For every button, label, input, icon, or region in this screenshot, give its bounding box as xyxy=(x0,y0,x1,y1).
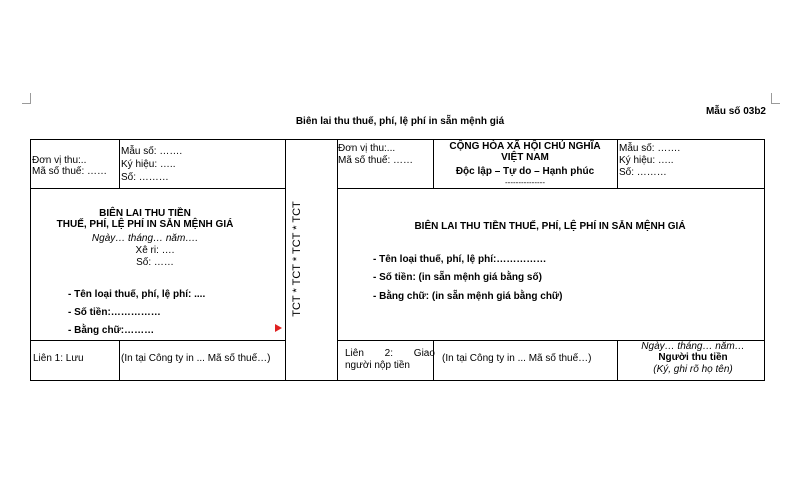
main-copy-label-line2: người nộp tiền xyxy=(345,360,410,371)
divider-stub-right xyxy=(285,140,286,380)
national-motto: Độc lập – Tự do – Hạnh phúc xyxy=(455,166,595,177)
main-amount: - Số tiền: (in sẵn mệnh giá bằng số) xyxy=(373,272,542,283)
collector-label: Người thu tiền xyxy=(658,352,728,363)
divider-perforation-right xyxy=(337,140,338,380)
sign-date: Ngày… tháng… năm… xyxy=(641,341,745,352)
stub-receipt-title-line1: BIÊN LAI THU TIỀN xyxy=(99,208,191,219)
perforation-text: TCT * TCT * TCT * TCT xyxy=(291,201,303,317)
main-printed-by: (In tại Công ty in ... Mã số thuế…) xyxy=(442,353,592,364)
main-tax-code: Mã số thuế: …… xyxy=(338,155,414,166)
stub-header-rule xyxy=(31,188,285,189)
main-form-no: Mẫu số: ……. xyxy=(619,143,681,154)
stub-fee-type: - Tên loại thuế, phí, lệ phí: .... xyxy=(68,289,206,300)
stub-printed-by: (In tại Công ty in ... Mã số thuế…) xyxy=(121,353,271,364)
divider-stub-footer xyxy=(119,340,120,380)
stub-symbol: Ký hiệu: ….. xyxy=(121,159,176,170)
stub-copy-label: Liên 1: Lưu xyxy=(33,353,84,364)
document-title: Biên lai thu thuế, phí, lệ phí in sẵn mệnh giá xyxy=(295,116,505,127)
stub-footer-rule xyxy=(31,340,285,341)
stub-number: Số: ……… xyxy=(121,172,169,183)
divider-main-header-right xyxy=(617,140,618,188)
stub-serial: Số: …… xyxy=(136,257,174,268)
divider-stub-header xyxy=(119,140,120,188)
main-header-rule xyxy=(337,188,765,189)
stub-receipt-title-line2: THUẾ, PHÍ, LỆ PHÍ IN SẴN MỆNH GIÁ xyxy=(56,219,234,230)
stub-unit: Đơn vị thu:.. xyxy=(32,155,87,166)
main-copy-label-line1 xyxy=(345,348,435,359)
form-number: Mẫu số 03b2 xyxy=(705,106,766,117)
signature-note: (Ký, ghi rõ họ tên) xyxy=(653,364,733,375)
country-name-line1: CỘNG HÒA XÃ HỘI CHỦ NGHĨA xyxy=(449,141,601,152)
stub-amount: - Số tiền:…………… xyxy=(68,307,161,318)
main-copy-label-part1: Liên 2: Giao xyxy=(345,348,435,359)
stub-date: Ngày… tháng… năm…. xyxy=(91,233,199,244)
main-in-words: - Bằng chữ: (in sẵn mệnh giá bằng chữ) xyxy=(373,291,563,302)
stub-series: Xê ri: …. xyxy=(135,245,175,256)
page-corner-mark-left xyxy=(22,93,31,104)
main-receipt-title: BIÊN LAI THU TIỀN THUẾ, PHÍ, LỆ PHÍ IN SẴN MỆNH GIÁ xyxy=(414,221,686,232)
stub-in-words: - Bằng chữ:……… xyxy=(68,325,155,336)
country-name-line2: VIỆT NAM xyxy=(501,152,549,163)
main-fee-type: - Tên loại thuế, phí, lệ phí:…………… xyxy=(373,254,547,265)
stub-tax-code: Mã số thuế: …… xyxy=(32,166,108,177)
main-number: Số: ……… xyxy=(619,167,667,178)
page-corner-mark-right xyxy=(771,93,780,104)
stub-form-no: Mẫu số: ……. xyxy=(121,146,183,157)
motto-underline: --------------- xyxy=(505,178,545,187)
main-unit: Đơn vị thu:... xyxy=(338,143,396,154)
cut-arrow-icon xyxy=(275,324,282,332)
main-symbol: Ký hiệu: ….. xyxy=(619,155,674,166)
divider-main-footer xyxy=(433,340,434,380)
